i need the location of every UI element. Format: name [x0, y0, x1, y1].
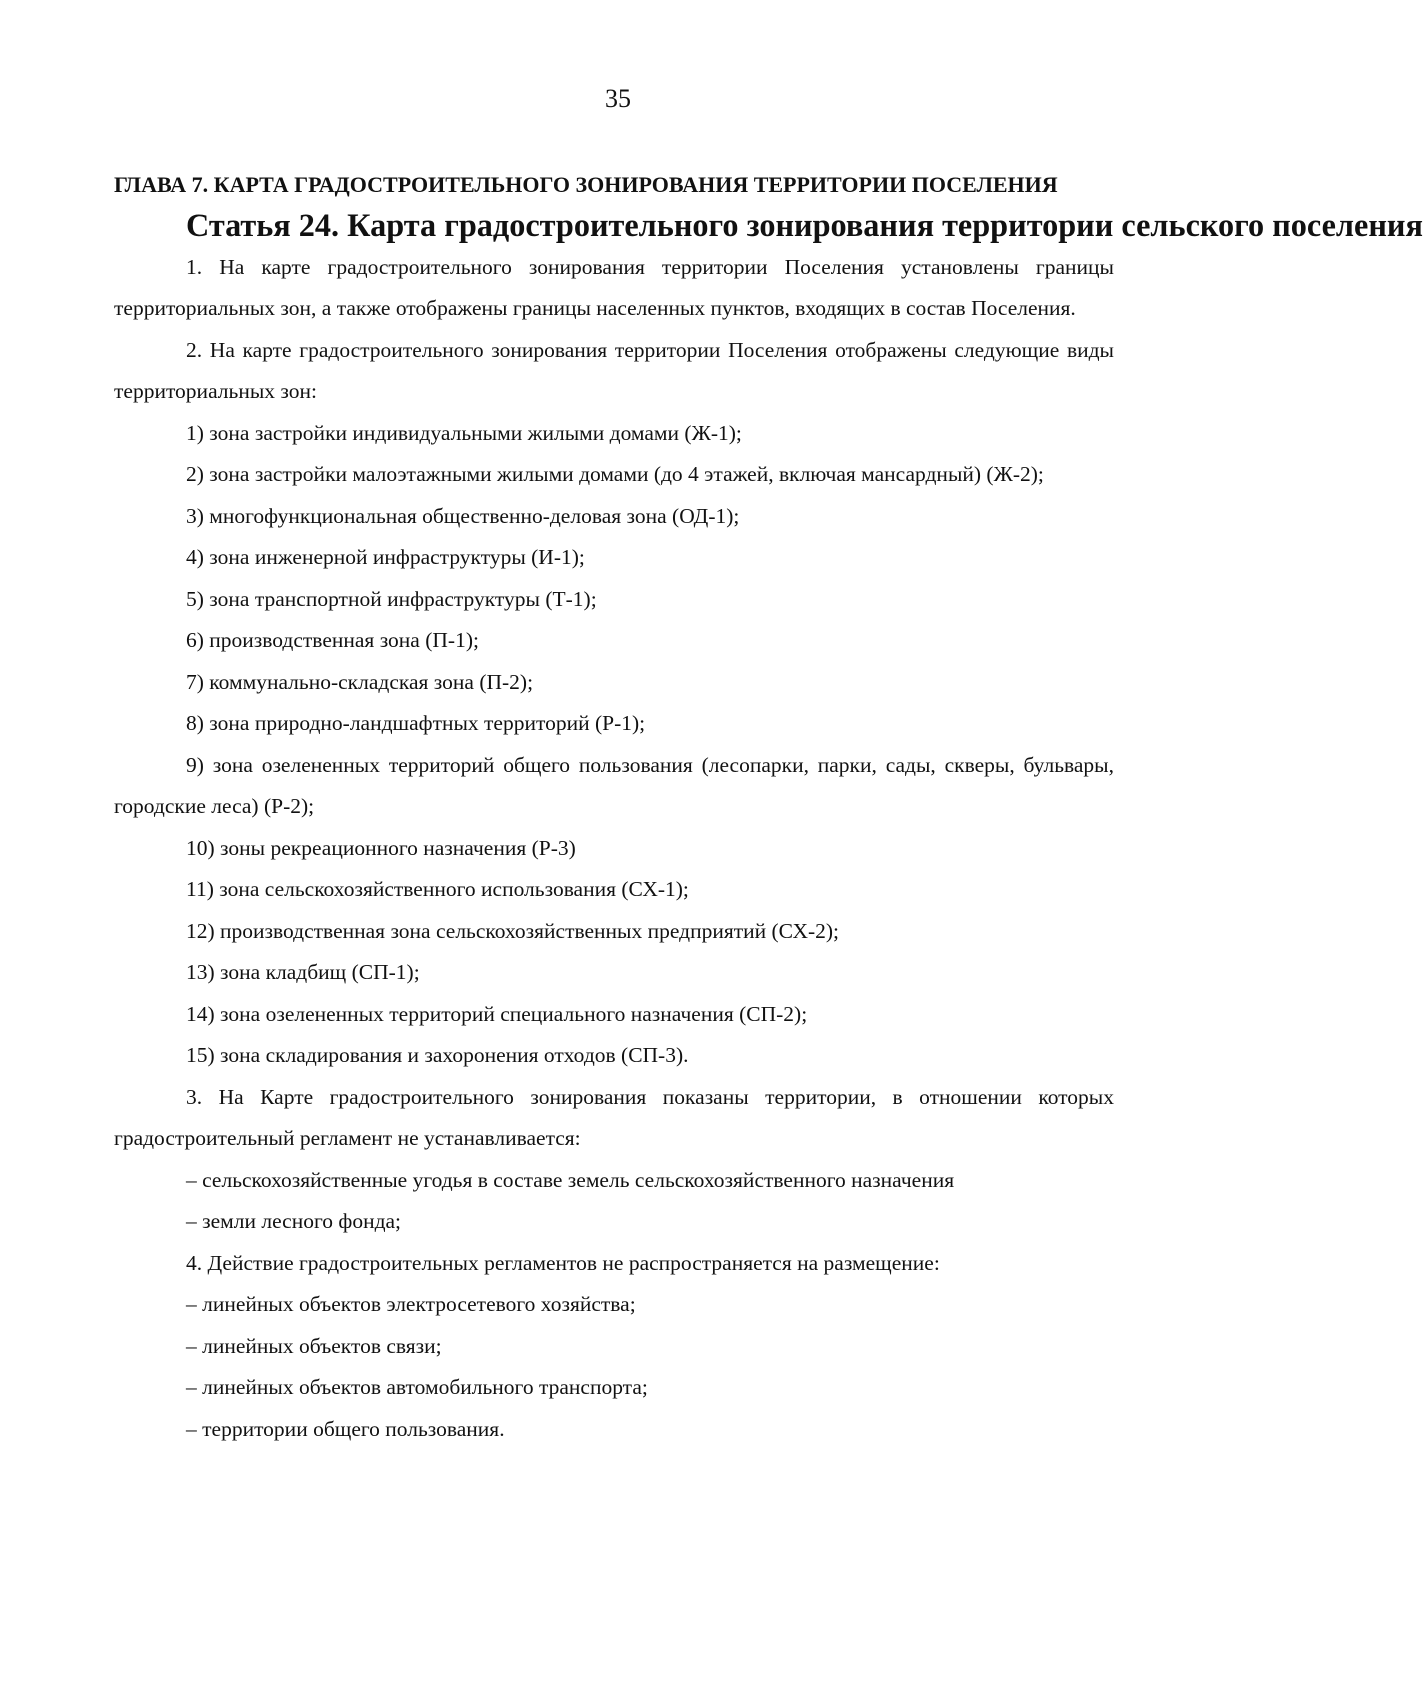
exempt-item: – линейных объектов автомобильного транспорта; — [186, 1375, 648, 1399]
zone-item: 15) зона складирования и захоронения отходов (СП-3). — [186, 1043, 689, 1067]
zone-item: 10) зоны рекреационного назначения (Р-3) — [186, 835, 576, 860]
zones-list — [114, 413, 1114, 1077]
no-regulation-list — [114, 1160, 1114, 1243]
paragraph-3: 3. На Карте градостроительного зонирования показаны территории, в отношении которых градостроительный регламент не устанавливается: — [114, 1084, 1114, 1150]
chapter-heading: ГЛАВА 7. КАРТА ГРАДОСТРОИТЕЛЬНОГО ЗОНИРОВАНИЯ ТЕРРИТОРИИ ПОСЕЛЕНИЯ — [114, 172, 1058, 197]
zone-item: 14) зона озелененных территорий специального назначения (СП-2); — [186, 1001, 808, 1026]
zone-item: 11) зона сельскохозяйственного использования (СХ-1); — [186, 877, 689, 901]
zone-item: 6) производственная зона (П-1); — [186, 628, 479, 652]
zone-item: 13) зона кладбищ (СП-1); — [186, 960, 420, 984]
zone-item: 5) зона транспортной инфраструктуры (Т-1); — [186, 586, 597, 611]
exempt-item: – линейных объектов связи; — [186, 1333, 442, 1358]
article-heading: Статья 24. Карта градостроительного зонирования территории сельского поселения — [186, 207, 1423, 243]
no-regulation-item: – земли лесного фонда; — [186, 1209, 402, 1233]
zone-item: 9) зона озелененных территорий общего пользования (лесопарки, парки, сады, скверы, бульвары, городские леса) (Р-2); — [114, 752, 1114, 818]
page-content — [114, 164, 1423, 1450]
paragraph-2: 2. На карте градостроительного зонирования территории Поселения отображены следующие виды территориальных зон: — [114, 337, 1114, 403]
zone-item: 3) многофункциональная общественно-деловая зона (ОД-1); — [186, 503, 740, 528]
paragraph-1: 1. На карте градостроительного зонирования территории Поселения установлены границы территориальных зон, а также отображены границы населенных пунктов, входящих в состав Поселения. — [114, 254, 1114, 320]
exempt-item: – территории общего пользования. — [186, 1416, 505, 1441]
page-number: 35 — [605, 84, 631, 113]
zone-item: 4) зона инженерной инфраструктуры (И-1); — [186, 545, 585, 569]
exempt-item: – линейных объектов электросетевого хозяйства; — [186, 1292, 636, 1316]
zone-item: 2) зона застройки малоэтажными жилыми домами (до 4 этажей, включая мансардный) (Ж-2); — [186, 462, 1044, 486]
zone-item: 12) производственная зона сельскохозяйственных предприятий (СХ-2); — [186, 918, 840, 943]
zone-item: 1) зона застройки индивидуальными жилыми домами (Ж-1); — [186, 420, 742, 445]
paragraph-4: 4. Действие градостроительных регламентов не распространяется на размещение: — [186, 1250, 940, 1275]
exempt-list — [114, 1284, 1114, 1450]
zone-item: 7) коммунально-складская зона (П-2); — [186, 669, 534, 694]
zone-item: 8) зона природно-ландшафтных территорий (Р-1); — [186, 711, 646, 735]
no-regulation-item: – сельскохозяйственные угодья в составе земель сельскохозяйственного назначения — [186, 1167, 955, 1192]
